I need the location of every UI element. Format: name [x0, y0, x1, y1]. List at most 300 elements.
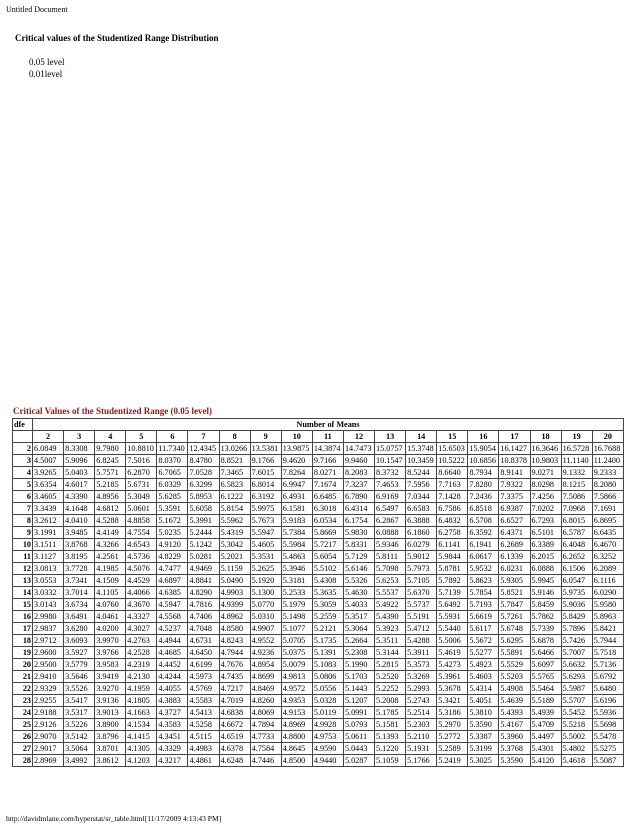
table-cell: 6.1339 [499, 551, 530, 563]
table-cell: 3.5417 [64, 695, 95, 707]
table-cell: 6.3888 [406, 515, 437, 527]
table-cell: 5.5102 [312, 563, 343, 575]
table-cell: 5.3768 [499, 743, 530, 755]
table-cell: 5.3387 [468, 731, 499, 743]
table-cell: 4.8858 [126, 515, 157, 527]
table-cell: 5.6370 [406, 587, 437, 599]
table-cell: 3.0813 [33, 563, 64, 575]
table-cell: 3.9766 [95, 647, 126, 659]
table-cell: 5.1083 [312, 659, 343, 671]
table-cell: 6.1860 [406, 527, 437, 539]
table-cell: 5.3923 [375, 623, 406, 635]
table-cell: 4.8500 [281, 755, 312, 767]
table-cell: 3.9270 [95, 683, 126, 695]
table-cell: 5.2308 [343, 647, 374, 659]
column-header: 5 [126, 431, 157, 443]
table-cell: 4.7477 [157, 563, 188, 575]
table-cell: 4.5288 [95, 515, 126, 527]
table-cell: 3.9265 [33, 467, 64, 479]
table-cell: 5.2252 [375, 683, 406, 695]
table-cell: 6.3389 [530, 539, 561, 551]
table-row [13, 587, 624, 599]
row-dfe-label: 28 [13, 755, 33, 767]
table-cell: 5.4908 [499, 683, 530, 695]
table-cell: 5.1979 [281, 599, 312, 611]
table-cell: 3.1511 [33, 539, 64, 551]
table-cell: 5.3810 [468, 707, 499, 719]
table-cell: 6.2689 [499, 539, 530, 551]
row-dfe-label: 19 [13, 647, 33, 659]
table-cell: 4.3727 [157, 707, 188, 719]
table-cell: 6.8015 [561, 515, 592, 527]
table-cell: 5.0328 [312, 695, 343, 707]
table-cell: 4.5237 [157, 623, 188, 635]
table-cell: 5.5962 [219, 515, 250, 527]
column-header: 11 [312, 431, 343, 443]
table-cell: 7.2436 [468, 491, 499, 503]
table-cell: 5.7854 [468, 587, 499, 599]
table-cell: 5.4273 [437, 659, 468, 671]
table-cell: 12.4345 [188, 443, 219, 455]
table-cell: 6.4371 [499, 527, 530, 539]
table-cell: 5.4120 [530, 755, 561, 767]
table-cell: 4.8800 [281, 731, 312, 743]
table-cell: 3.6734 [64, 599, 95, 611]
table-cell: 6.5497 [375, 503, 406, 515]
table-cell: 4.2319 [126, 659, 157, 671]
table-cell: 5.7139 [437, 587, 468, 599]
table-cell: 5.5984 [281, 539, 312, 551]
column-header: 12 [343, 431, 374, 443]
table-cell: 9.2333 [592, 467, 623, 479]
table-cell: 4.6543 [126, 539, 157, 551]
table-cell: 4.3583 [157, 719, 188, 731]
table-cell: 3.1127 [33, 551, 64, 563]
table-cell: 15.3748 [406, 443, 437, 455]
table-title: Critical Values of the Studentized Range (0.05 level) [13, 406, 212, 416]
table-cell: 2.9500 [33, 659, 64, 671]
table-cell: 3.9419 [95, 671, 126, 683]
table-cell: 4.9813 [281, 671, 312, 683]
table-cell: 5.7847 [499, 599, 530, 611]
table-cell: 6.2015 [530, 551, 561, 563]
table-cell: 7.8280 [468, 479, 499, 491]
table-cell: 5.5087 [592, 755, 623, 767]
table-cell: 3.9485 [64, 527, 95, 539]
table-cell: 5.3199 [468, 743, 499, 755]
table-group-header-row [13, 419, 624, 431]
table-cell: 5.4709 [530, 719, 561, 731]
table-cell: 5.7384 [281, 527, 312, 539]
table-cell: 3.5927 [64, 647, 95, 659]
table-cell: 6.0849 [33, 443, 64, 455]
table-cell: 5.3042 [219, 539, 250, 551]
table-cell: 5.7136 [592, 659, 623, 671]
table-cell: 4.0461 [95, 611, 126, 623]
table-row [13, 755, 624, 767]
table-cell: 2.8969 [33, 755, 64, 767]
table-cell: 3.8900 [95, 719, 126, 731]
table-cell: 3.9136 [95, 695, 126, 707]
table-cell: 6.0617 [468, 551, 499, 563]
table-cell: 5.8521 [499, 587, 530, 599]
table-cell: 5.3421 [437, 695, 468, 707]
table-cell: 5.9346 [375, 539, 406, 551]
table-cell: 5.6792 [592, 671, 623, 683]
table-row [13, 611, 624, 623]
table-cell: 6.3192 [250, 491, 281, 503]
table-cell: 15.6503 [437, 443, 468, 455]
row-dfe-label: 18 [13, 635, 33, 647]
table-cell: 5.1059 [375, 755, 406, 767]
table-cell: 3.5646 [64, 671, 95, 683]
table-cell: 7.0344 [406, 491, 437, 503]
table-cell: 5.8331 [343, 539, 374, 551]
table-cell: 5.7098 [375, 563, 406, 575]
table-cell: 5.1766 [406, 755, 437, 767]
table-cell: 6.2652 [561, 551, 592, 563]
table-cell: 4.6378 [219, 743, 250, 755]
table-cell: 4.3027 [126, 623, 157, 635]
table-cell: 5.0793 [343, 719, 374, 731]
table-row [13, 455, 624, 467]
table-cell: 4.1805 [126, 695, 157, 707]
column-header: 13 [375, 431, 406, 443]
table-cell: 4.4529 [126, 575, 157, 587]
table-cell: 5.1498 [281, 611, 312, 623]
column-header: 19 [561, 431, 592, 443]
table-cell: 4.8260 [250, 695, 281, 707]
table-cell: 15.9054 [468, 443, 499, 455]
table-cell: 3.5226 [64, 719, 95, 731]
table-cell: 4.1305 [126, 743, 157, 755]
table-cell: 5.0991 [343, 707, 374, 719]
table-cell: 4.7733 [250, 731, 281, 743]
table-cell: 6.6527 [499, 515, 530, 527]
table-cell: 5.4939 [530, 707, 561, 719]
table-cell: 5.4393 [499, 707, 530, 719]
table-cell: 6.1754 [343, 515, 374, 527]
table-row [13, 719, 624, 731]
table-cell: 3.4992 [64, 755, 95, 767]
table-cell: 5.0705 [281, 635, 312, 647]
table-cell: 5.6196 [592, 695, 623, 707]
table-cell: 5.7973 [406, 563, 437, 575]
table-cell: 2.9070 [33, 731, 64, 743]
table-cell: 5.5277 [468, 647, 499, 659]
table-cell: 5.3960 [499, 731, 530, 743]
table-cell: 6.5101 [530, 527, 561, 539]
table-cell: 4.3390 [64, 491, 95, 503]
table-cell: 9.7980 [95, 443, 126, 455]
table-cell: 5.2121 [312, 623, 343, 635]
table-cell: 8.3308 [64, 443, 95, 455]
row-dfe-label: 24 [13, 707, 33, 719]
document-title: Untitled Document [6, 5, 68, 14]
table-cell: 5.0281 [188, 551, 219, 563]
table-cell: 5.5765 [530, 671, 561, 683]
table-cell: 5.2514 [406, 707, 437, 719]
table-cell: 5.4497 [530, 731, 561, 743]
row-dfe-label: 12 [13, 563, 33, 575]
table-cell: 4.7048 [188, 623, 219, 635]
table-row [13, 659, 624, 671]
table-cell: 16.5728 [561, 443, 592, 455]
table-cell: 4.3883 [157, 695, 188, 707]
level-links [29, 56, 65, 80]
table-cell: 5.6632 [561, 659, 592, 671]
table-cell: 5.4051 [468, 695, 499, 707]
table-cell: 9.0271 [530, 467, 561, 479]
table-cell: 2.9255 [33, 695, 64, 707]
table-cell: 5.8623 [468, 575, 499, 587]
table-cell: 5.3590 [499, 755, 530, 767]
table-cell: 5.1242 [188, 539, 219, 551]
table-cell: 5.3517 [343, 611, 374, 623]
table-cell: 5.2021 [219, 551, 250, 563]
table-cell: 4.3217 [157, 755, 188, 767]
table-cell: 4.6248 [219, 755, 250, 767]
table-cell: 5.7261 [499, 611, 530, 623]
column-header: 15 [437, 431, 468, 443]
table-cell: 5.1220 [375, 743, 406, 755]
table-cell: 6.7586 [437, 503, 468, 515]
table-cell: 6.4048 [561, 539, 592, 551]
table-cell: 5.5537 [375, 587, 406, 599]
table-cell: 5.5002 [561, 731, 592, 743]
column-header: 18 [530, 431, 561, 443]
table-cell: 5.3591 [157, 503, 188, 515]
table-cell: 5.8953 [188, 491, 219, 503]
table-cell: 4.1415 [126, 731, 157, 743]
table-cell: 4.1534 [126, 719, 157, 731]
table-cell: 5.5452 [561, 707, 592, 719]
table-cell: 5.9305 [499, 575, 530, 587]
table-cell: 4.5568 [157, 611, 188, 623]
table-cell: 5.3144 [375, 647, 406, 659]
table-cell: 3.7014 [64, 587, 95, 599]
table-cell: 5.3635 [312, 587, 343, 599]
row-dfe-label: 13 [13, 575, 33, 587]
table-cell: 7.0968 [561, 503, 592, 515]
table-cell: 5.2772 [437, 731, 468, 743]
table-cell: 3.7341 [64, 575, 95, 587]
table-cell: 5.2419 [437, 755, 468, 767]
table-cell: 5.9830 [343, 527, 374, 539]
table-cell: 3.3439 [33, 503, 64, 515]
table-cell: 4.9353 [281, 695, 312, 707]
table-cell: 5.4288 [406, 635, 437, 647]
table-cell: 3.5064 [64, 743, 95, 755]
table-cell: 5.4301 [530, 743, 561, 755]
table-cell: 5.1443 [343, 683, 374, 695]
table-cell: 5.5218 [561, 719, 592, 731]
table-cell: 5.5440 [437, 623, 468, 635]
table-cell: 4.7435 [219, 671, 250, 683]
row-dfe-label: 15 [13, 599, 33, 611]
table-cell: 3.9013 [95, 707, 126, 719]
table-cell: 5.9183 [281, 515, 312, 527]
table-cell: 10.5222 [437, 455, 468, 467]
table-cell: 5.3573 [406, 659, 437, 671]
table-cell: 5.1391 [312, 647, 343, 659]
table-cell: 5.1393 [375, 731, 406, 743]
table-cell: 5.0443 [343, 743, 374, 755]
table-cell: 5.7862 [530, 611, 561, 623]
table-cell: 3.4605 [33, 491, 64, 503]
table-cell: 7.3375 [499, 491, 530, 503]
table-cell: 5.3678 [437, 683, 468, 695]
table-cell: 5.4619 [437, 647, 468, 659]
table-cell: 5.4167 [499, 719, 530, 731]
table-cell: 7.1428 [437, 491, 468, 503]
link-001-level[interactable]: 0.01level [29, 69, 63, 79]
table-cell: 6.6485 [312, 491, 343, 503]
table-cell: 3.2612 [33, 515, 64, 527]
table-cell: 5.1207 [343, 695, 374, 707]
table-cell: 5.7426 [561, 635, 592, 647]
table-cell: 4.5583 [188, 695, 219, 707]
table-cell: 8.2080 [592, 479, 623, 491]
table-cell: 5.5672 [468, 635, 499, 647]
table-cell: 7.6015 [250, 467, 281, 479]
table-cell: 5.0287 [343, 755, 374, 767]
table-row [13, 515, 624, 527]
row-dfe-label: 20 [13, 659, 33, 671]
table-cell: 6.0547 [561, 575, 592, 587]
table-cell: 2.9837 [33, 623, 64, 635]
table-cell: 6.5787 [561, 527, 592, 539]
table-row [13, 683, 624, 695]
row-dfe-label: 9 [13, 527, 33, 539]
table-cell: 7.5086 [561, 491, 592, 503]
table-cell: 13.5381 [250, 443, 281, 455]
table-cell: 5.2970 [437, 719, 468, 731]
table-cell: 8.0271 [312, 467, 343, 479]
table-cell: 6.1581 [281, 503, 312, 515]
table-cell: 6.1941 [468, 539, 499, 551]
table-cell: 5.0806 [312, 671, 343, 683]
table-cell: 4.6897 [157, 575, 188, 587]
table-cell: 6.4314 [343, 503, 374, 515]
table-cell: 6.9387 [499, 503, 530, 515]
table-cell: 4.0200 [95, 623, 126, 635]
table-cell: 5.3531 [250, 551, 281, 563]
table-cell: 11.7340 [157, 443, 188, 455]
table-cell: 10.1547 [375, 455, 406, 467]
table-cell: 2.9188 [33, 707, 64, 719]
table-cell: 4.7676 [219, 659, 250, 671]
table-cell: 10.8810 [126, 443, 157, 455]
column-header: 2 [33, 431, 64, 443]
table-cell: 5.6293 [561, 671, 592, 683]
table-cell: 6.9947 [281, 479, 312, 491]
table-cell: 3.5142 [64, 731, 95, 743]
table-cell: 2.9329 [33, 683, 64, 695]
table-cell: 7.9322 [499, 479, 530, 491]
table-cell: 4.7446 [250, 755, 281, 767]
table-cell: 5.9096 [64, 455, 95, 467]
table-cell: 11.2400 [592, 455, 623, 467]
table-cell: 4.8699 [250, 671, 281, 683]
table-cell: 5.5275 [592, 743, 623, 755]
table-cell: 5.5737 [406, 599, 437, 611]
table-cell: 9.9460 [343, 455, 374, 467]
table-cell: 4.9907 [250, 623, 281, 635]
table-cell: 5.6253 [375, 575, 406, 587]
table-cell: 5.2664 [343, 635, 374, 647]
table-cell: 4.8962 [219, 611, 250, 623]
table-cell: 9.1332 [561, 467, 592, 479]
table-cell: 4.5258 [188, 719, 219, 731]
table-cell: 5.0770 [250, 599, 281, 611]
row-dfe-label: 14 [13, 587, 33, 599]
table-cell: 10.9803 [530, 455, 561, 467]
table-cell: 4.5076 [126, 563, 157, 575]
table-cell: 4.8969 [281, 719, 312, 731]
table-cell: 8.8521 [219, 455, 250, 467]
table-cell: 5.2589 [437, 743, 468, 755]
table-cell: 5.2743 [406, 695, 437, 707]
table-cell: 4.8580 [219, 623, 250, 635]
table-cell: 5.7518 [592, 647, 623, 659]
table-cell: 4.1105 [95, 587, 126, 599]
table-cell: 5.4639 [499, 695, 530, 707]
table-cell: 4.7406 [188, 611, 219, 623]
table-cell: 5.6619 [468, 611, 499, 623]
table-cell: 8.9141 [499, 467, 530, 479]
table-cell: 2.9712 [33, 635, 64, 647]
table-cell: 6.0888 [375, 527, 406, 539]
table-cell: 4.0760 [95, 599, 126, 611]
page-heading: Critical values of the Studentized Range Distribution [15, 33, 219, 43]
table-cell: 5.2110 [406, 731, 437, 743]
table-cell: 6.8695 [592, 515, 623, 527]
table-cell: 5.2008 [375, 695, 406, 707]
link-005-level[interactable]: 0.05 level [29, 57, 65, 67]
table-cell: 8.0298 [530, 479, 561, 491]
row-dfe-label: 21 [13, 671, 33, 683]
table-row [13, 563, 624, 575]
row-dfe-label: 26 [13, 731, 33, 743]
table-cell: 5.4308 [312, 575, 343, 587]
table-cell: 5.3025 [468, 755, 499, 767]
table-cell: 5.8459 [530, 599, 561, 611]
table-cell: 4.4452 [157, 659, 188, 671]
table-cell: 4.5736 [126, 551, 157, 563]
table-body [13, 443, 624, 767]
table-cell: 4.2528 [126, 647, 157, 659]
table-cell: 5.3049 [126, 491, 157, 503]
table-cell: 2.9126 [33, 719, 64, 731]
table-cell: 5.4922 [375, 599, 406, 611]
table-cell: 6.2758 [437, 527, 468, 539]
table-cell: 5.8963 [592, 611, 623, 623]
table-cell: 5.5478 [592, 731, 623, 743]
table-cell: 3.8612 [95, 755, 126, 767]
table-cell: 6.5708 [468, 515, 499, 527]
table-cell: 4.1663 [126, 707, 157, 719]
page-footer-url: http://davidmlane.com/hyperstat/sr_table.html[11/17/2009 4:13:43 PM] [6, 814, 222, 823]
table-row [13, 503, 624, 515]
row-dfe-label: 10 [13, 539, 33, 551]
table-cell: 4.1509 [95, 575, 126, 587]
table-cell: 14.7473 [343, 443, 374, 455]
table-cell: 4.7217 [219, 683, 250, 695]
table-cell: 4.9440 [312, 755, 343, 767]
table-cell: 5.1077 [281, 623, 312, 635]
table-cell: 4.9399 [219, 599, 250, 611]
